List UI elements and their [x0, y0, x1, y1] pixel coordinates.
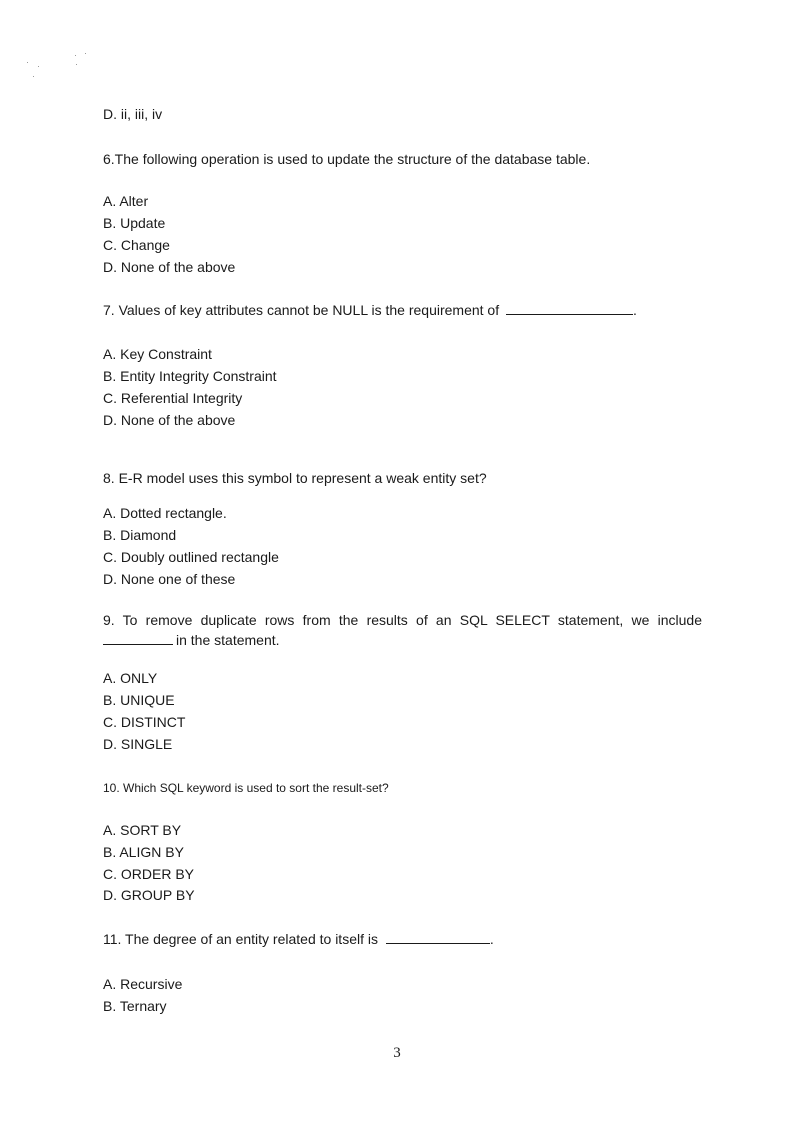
scan-speck	[76, 64, 77, 65]
scan-speck	[75, 55, 76, 56]
option-9a: A. ONLY	[103, 670, 158, 686]
option-8b: B. Diamond	[103, 527, 177, 543]
question-6: 6.The following operation is used to update the structure of the database table.	[103, 151, 591, 167]
option-10c: C. ORDER BY	[103, 866, 195, 882]
answer-blank	[103, 632, 173, 645]
option-6d: D. None of the above	[103, 259, 236, 275]
scan-speck	[27, 62, 28, 63]
option-7b: B. Entity Integrity Constraint	[103, 368, 277, 384]
option-6c: C. Change	[103, 237, 170, 253]
question-8: 8. E-R model uses this symbol to represent a weak entity set?	[103, 470, 487, 486]
question-7	[103, 301, 637, 319]
page-number: 3	[393, 1045, 401, 1061]
scan-speck	[85, 53, 86, 54]
scan-speck	[38, 66, 39, 67]
answer-blank	[506, 302, 633, 315]
question-9: 9. To remove duplicate rows from the results of an SQL SELECT statement, we include	[103, 612, 702, 628]
option-8a: A. Dotted rectangle.	[103, 505, 227, 521]
option-11a: A. Recursive	[103, 976, 183, 992]
scan-speck	[33, 76, 34, 77]
option-6a: A. Alter	[103, 193, 149, 209]
question-11-period: .	[489, 931, 494, 947]
answer-line: D. ii, iii, iv	[103, 106, 163, 122]
question-7-period: .	[633, 302, 637, 318]
option-10b: B. ALIGN BY	[103, 844, 184, 860]
question-10: 10. Which SQL keyword is used to sort the result-set?	[103, 781, 389, 795]
option-6b: B. Update	[103, 215, 166, 231]
question-11-text: 11. The degree of an entity related to itself is	[103, 931, 378, 947]
option-11b: B. Ternary	[103, 998, 167, 1014]
option-7a: A. Key Constraint	[103, 346, 212, 362]
option-7c: C. Referential Integrity	[103, 390, 243, 406]
option-10a: A. SORT BY	[103, 822, 182, 838]
option-9d: D. SINGLE	[103, 736, 173, 752]
question-9-tail: in the statement.	[176, 632, 280, 648]
question-7-text: 7. Values of key attributes cannot be NULL is the requirement of	[103, 302, 500, 318]
option-9c: C. DISTINCT	[103, 714, 186, 730]
option-9b: B. UNIQUE	[103, 692, 175, 708]
answer-blank	[386, 931, 490, 944]
option-10d: D. GROUP BY	[103, 887, 195, 903]
question-11	[103, 930, 494, 948]
option-7d: D. None of the above	[103, 412, 236, 428]
question-9-continued	[103, 631, 280, 649]
option-8d: D. None one of these	[103, 571, 236, 587]
option-8c: C. Doubly outlined rectangle	[103, 549, 279, 565]
